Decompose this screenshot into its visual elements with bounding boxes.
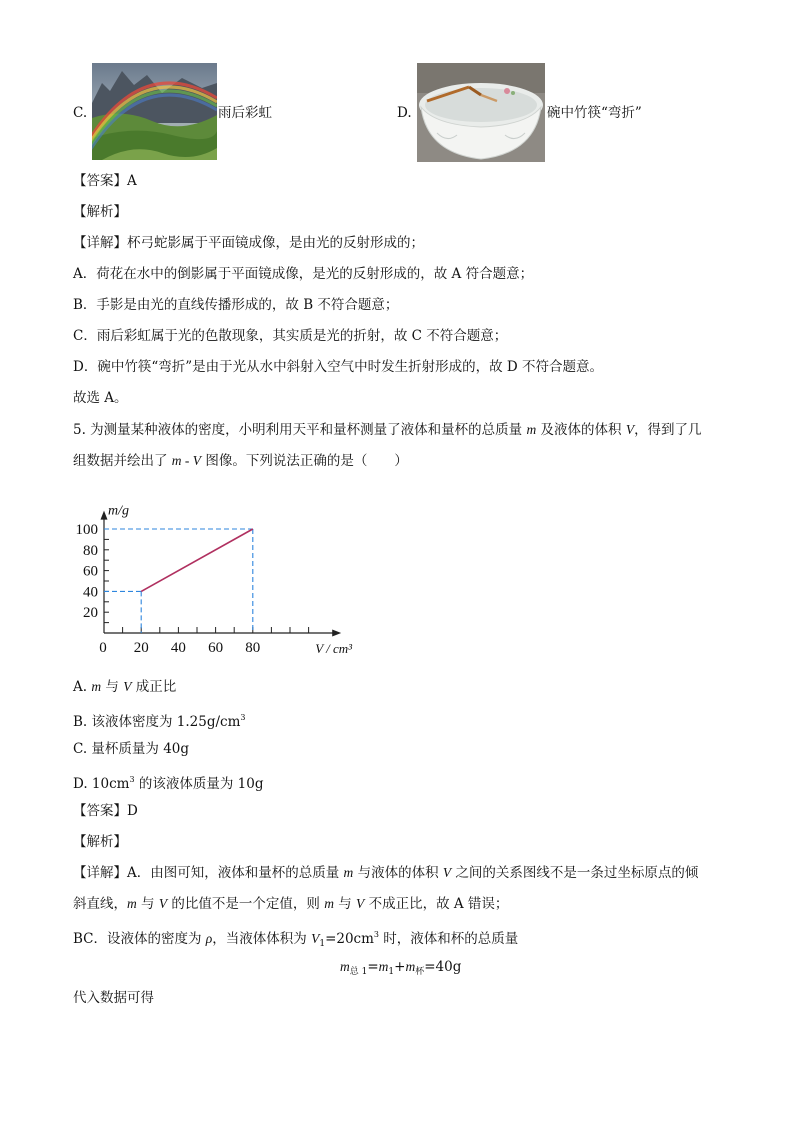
q5-analysis-heading: 【解析】 [73,834,127,850]
bowl-chopstick-photo [417,63,545,162]
q5-option-a: A. m 与 V 成正比 [73,679,177,695]
q5-detail-line1: 【详解】A．由图可知，液体和量杯的总质量 m 与液体的体积 V 之间的关系图线不是一条过坐标原点的倾 [73,865,699,881]
x-axis-arrow [332,630,341,637]
option-d-label: D. [397,105,412,121]
data-line [141,529,253,591]
option-c-caption: 雨后彩虹 [218,105,272,121]
q4-detail: 【详解】杯弓蛇影属于平面镜成像，是由光的反射形成的； [73,235,424,251]
q4-analysis-heading: 【解析】 [73,204,127,220]
y-tick-label: 100 [75,522,98,538]
q5-substitute: 代入数据可得 [73,990,154,1006]
q5-option-d: D. $10cm^3$ 的该液体质量为 10g [73,775,264,792]
y-tick-label: 60 [83,563,98,580]
q5-detail-bc: BC．设液体的密度为 ρ，当液体体积为 $V_1=20cm^3$ 时，液体和杯的总质量 [73,930,519,949]
x-tick-label: 40 [170,640,186,656]
x-axis-label: V / cm³ [315,641,353,656]
x-tick-label: 60 [208,640,224,656]
rainbow-photo [92,63,217,160]
q5-answer: 【答案】D [73,803,138,819]
option-c-label: C. [73,105,88,121]
x-tick-label: 80 [245,640,261,656]
y-tick-label: 80 [83,542,98,559]
q5-option-b: B. 该液体密度为 $1.25g/cm^3$ [73,713,246,730]
y-axis-arrow [101,511,108,520]
q5-stem-line1: 5. 为测量某种液体的密度，小明利用天平和量杯测量了液体和量杯的总质量 m 及液体的体积 V，得到了几 [73,422,702,438]
q4-option-a-explanation: A．荷花在水中的倒影属于平面镜成像，是光的反射形成的，故 A 符合题意； [73,266,534,282]
q4-answer: 【答案】A [73,173,137,189]
x-tick-label: 0 [99,640,107,656]
q5-equation: $m_{总 1}=m_1+m_杯=40g$ [340,959,462,977]
q4-option-c-explanation: C．雨后彩虹属于光的色散现象，其实质是光的折射，故 C 不符合题意； [73,328,508,344]
q4-conclusion: 故选 A。 [73,390,128,406]
q5-detail-line2: 斜直线，m 与 V 的比值不是一个定值，则 m 与 V 不成正比，故 A 错误； [73,896,509,912]
m-v-graph [60,490,360,665]
q4-option-d-explanation: D．碗中竹筷“弯折”是由于光从水中斜射入空气中时发生折射形成的，故 D 不符合题意。 [73,359,604,375]
q5-stem-line2: 组数据并绘出了 m - V 图像。下列说法正确的是（ ） [73,453,408,469]
x-tick-label: 20 [133,640,149,656]
q5-option-c: C. 量杯质量为 40g [73,741,190,757]
y-tick-label: 20 [83,605,98,622]
q4-option-b-explanation: B．手影是由光的直线传播形成的，故 B 不符合题意； [73,297,399,313]
option-d-caption: 碗中竹筷“弯折” [547,105,642,121]
y-tick-label: 40 [83,584,98,601]
y-axis-label: m/g [108,503,129,519]
